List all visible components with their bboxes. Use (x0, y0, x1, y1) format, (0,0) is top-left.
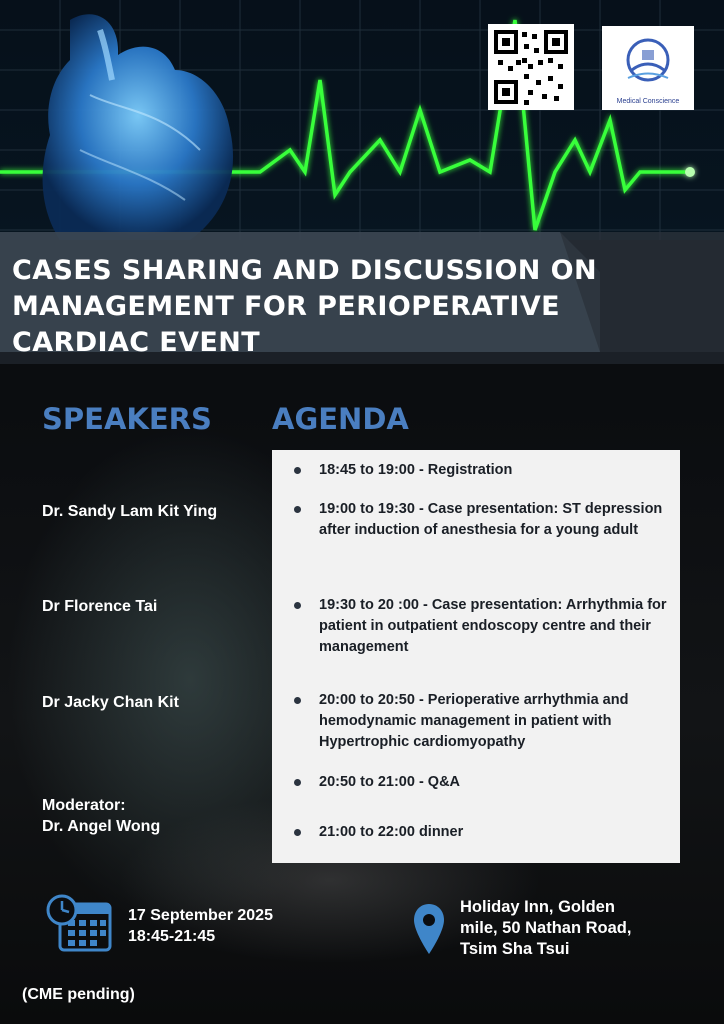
speaker-1: Dr. Sandy Lam Kit Ying (42, 503, 218, 520)
moderator-label: Moderator: (42, 797, 126, 814)
venue-line-3: Tsim Sha Tsui (460, 940, 570, 958)
event-datetime (128, 905, 273, 947)
speaker-3: Dr Jacky Chan Kit (42, 694, 179, 711)
moderator-name: Dr. Angel Wong (42, 818, 161, 835)
agenda-item-text: 19:30 to 20 :00 - Case presentation: Arrhythmia for patient in outpatient endoscopy centre and their management (319, 597, 667, 655)
agenda-item-text: 20:00 to 20:50 - Perioperative arrhythmia and hemodynamic management in patient with Hypertrophic cardiomyopathy (319, 692, 629, 750)
location-pin-icon (412, 902, 446, 956)
agenda-item-text: 21:00 to 22:00 dinner (319, 824, 464, 840)
bullet-icon (294, 506, 301, 513)
cme-note: (CME pending) (22, 986, 135, 1003)
agenda-heading: AGENDA (272, 402, 409, 436)
event-date: 17 September 2025 (128, 907, 273, 924)
agenda-item-text: 20:50 to 21:00 - Q&A (319, 774, 461, 790)
bullet-icon (294, 829, 301, 836)
medical-conscience-logo (602, 26, 694, 110)
speakers-heading: SPEAKERS (42, 402, 212, 436)
bullet-icon (294, 779, 301, 786)
heart-illustration-icon (43, 14, 233, 240)
venue-line-1: Holiday Inn, Golden (460, 898, 615, 916)
agenda-item-text: 18:45 to 19:00 - Registration (319, 462, 513, 478)
agenda-item-text: 19:00 to 19:30 - Case presentation: ST depression after induction of anesthesia for a young adult (319, 501, 663, 538)
bullet-icon (294, 467, 301, 474)
logo-subtitle: Medical Conscience (616, 98, 680, 105)
calendar-clock-icon (46, 894, 114, 954)
qr-code-icon[interactable] (488, 24, 574, 110)
bullet-icon (294, 697, 301, 704)
header-illustration (0, 0, 724, 240)
page-title: CASES SHARING AND DISCUSSION ON MANAGEMENT FOR PERIOPERATIVE CARDIAC EVENT (12, 255, 597, 358)
event-venue (460, 897, 700, 960)
venue-line-2: mile, 50 Nathan Road, (460, 919, 632, 937)
bullet-icon (294, 602, 301, 609)
event-time: 18:45-21:45 (128, 928, 216, 945)
speaker-2: Dr Florence Tai (42, 598, 158, 615)
agenda-box (272, 450, 680, 863)
